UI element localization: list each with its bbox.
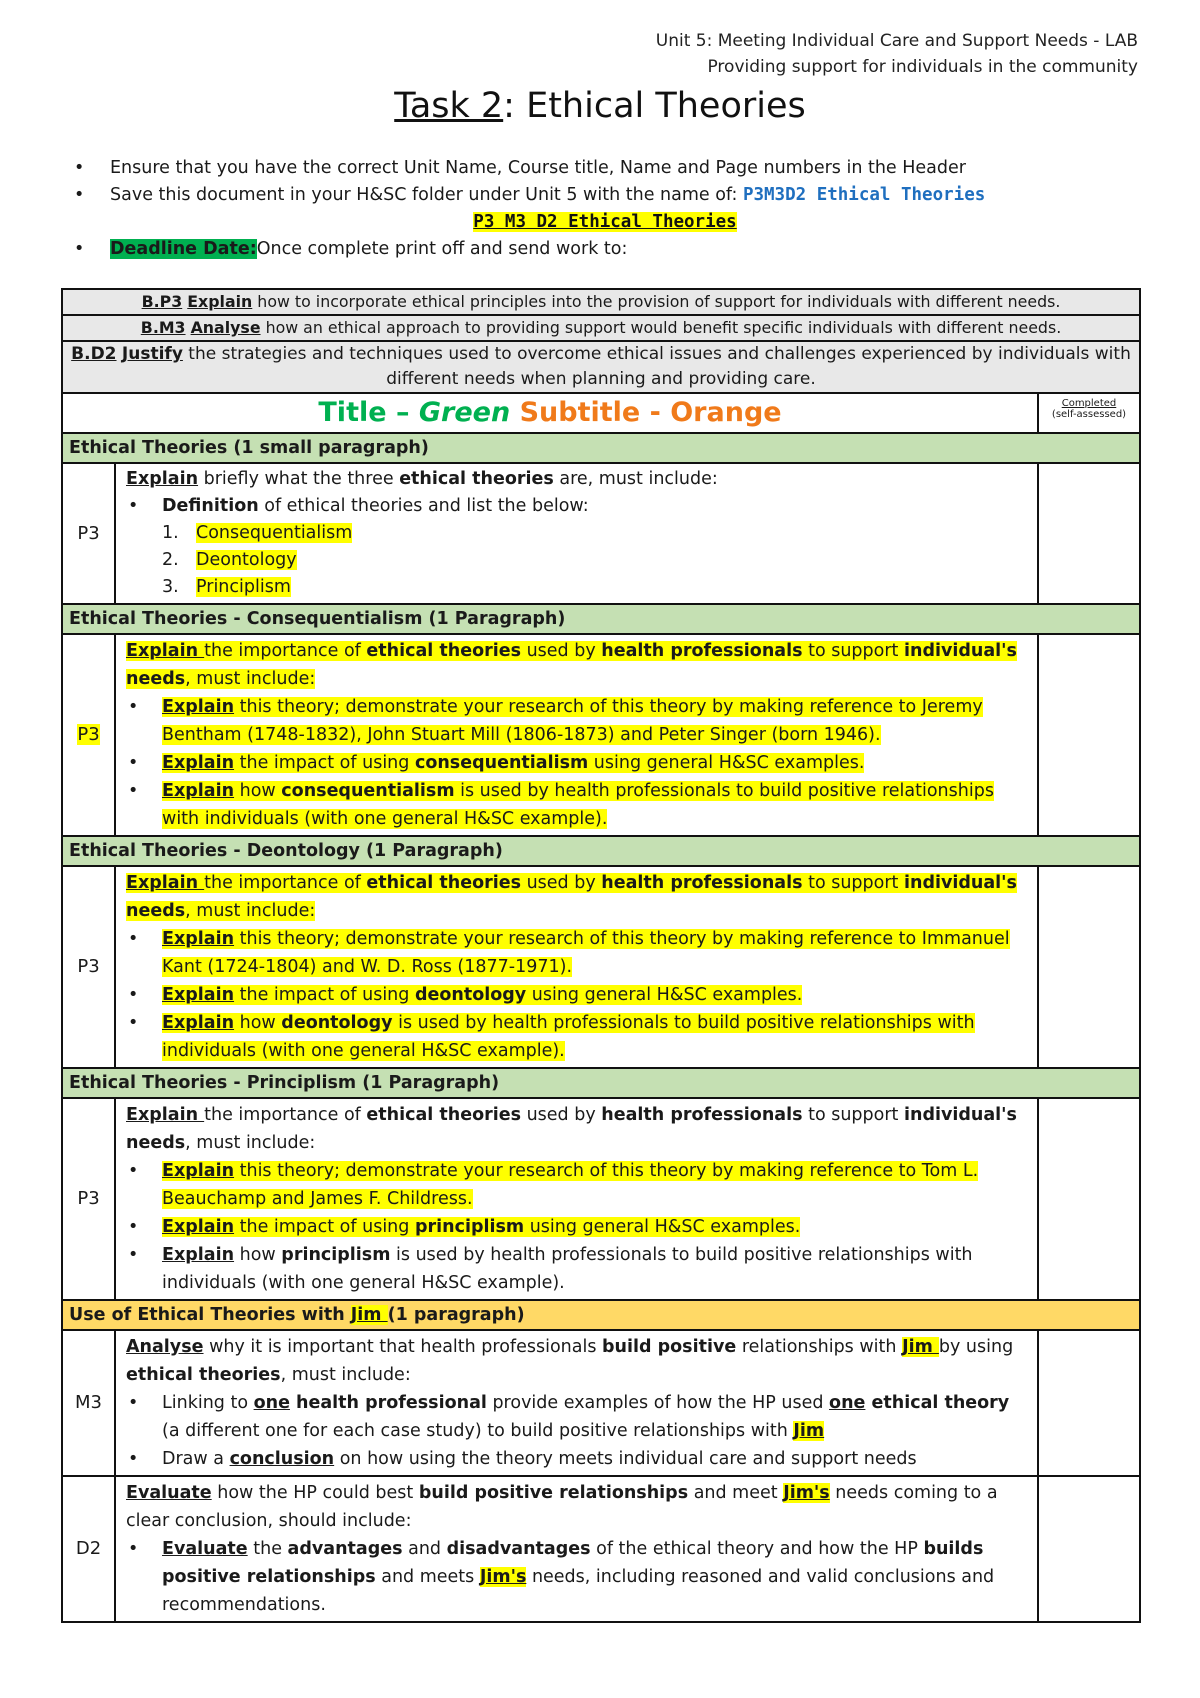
self-assess-cell[interactable] bbox=[1038, 866, 1140, 1068]
criteria-p3-row: B.P3 Explain how to incorporate ethical principles into the provision of support for individuals with different needs. bbox=[62, 289, 1140, 315]
instruction-save: • Save this document in your H&SC folder under Unit 5 with the name of: P3M3D2 Ethical Theories bbox=[74, 185, 986, 205]
criterion-label: P3 bbox=[62, 1098, 115, 1300]
self-assess-cell[interactable] bbox=[1038, 1098, 1140, 1300]
criteria-table bbox=[61, 288, 1141, 1623]
section-row: P3 Explain the importance of ethical theories used by health professionals to support individual's needs, must include: • Explain this theory; demonstrate your research of this theory by making reference to Jeremy Bentham (1748-1832), John Stuart Mill (1806-1873) and Peter Singer (born 1946). • Explain the impact of using consequentialism using general H&SC examples. • Explain how consequentialism is used by health professionals to build positive relationships with individuals (with one general H&SC example). bbox=[62, 634, 1140, 836]
section-row: P3 Explain the importance of ethical theories used by health professionals to support individual's needs, must include: • Explain this theory; demonstrate your research of this theory by making reference to Tom L. Beauchamp and James F. Childress. • Explain the impact of using principlism using general H&SC examples. • Explain how principlism is used by health professionals to build positive relationships with individuals (with one general H&SC example). bbox=[62, 1098, 1140, 1300]
section-heading: Ethical Theories (1 small paragraph) bbox=[62, 433, 1140, 463]
self-assess-cell[interactable] bbox=[1038, 463, 1140, 604]
page-title: Task 2: Ethical Theories bbox=[394, 86, 806, 126]
section-heading: Use of Ethical Theories with Jim (1 paragraph) bbox=[62, 1300, 1140, 1330]
section-heading: Ethical Theories - Consequentialism (1 Paragraph) bbox=[62, 604, 1140, 634]
criterion-label: P3 bbox=[62, 634, 115, 836]
page-header bbox=[656, 28, 1138, 80]
instructions bbox=[70, 155, 1140, 263]
instruction-deadline: • Deadline Date:Once complete print off and send work to: bbox=[74, 239, 628, 259]
file-heading: P3 M3 D2 Ethical Theories bbox=[473, 212, 737, 232]
section-heading: Ethical Theories - Principlism (1 Paragraph) bbox=[62, 1068, 1140, 1098]
file-name: P3M3D2 Ethical Theories bbox=[742, 185, 986, 205]
section-row: P3 Explain briefly what the three ethical theories are, must include: • Definition of ethical theories and list the below: 1. Consequentialism 2. Deontology 3. Principlism bbox=[62, 463, 1140, 604]
criteria-m3-row: B.M3 Analyse how an ethical approach to providing support would benefit specific individuals with different needs. bbox=[62, 315, 1140, 341]
section-row-d2: D2 Evaluate how the HP could best build positive relationships and meet Jim's needs coming to a clear conclusion, should include: • Evaluate the advantages and disadvantages of the ethical theory and how the HP builds positive relationships and meets Jim's needs, including reasoned and valid conclusions and recommendations. bbox=[62, 1476, 1140, 1622]
send-instruction: Once complete print off and send work to: bbox=[256, 239, 628, 259]
criterion-label: M3 bbox=[62, 1330, 115, 1476]
section-row-m3: M3 Analyse why it is important that health professionals build positive relationships with Jim by using ethical theories, must include: • Linking to one health professional provide examples of how the HP used one ethical theory (a different one for each case study) to build positive relationships with Jim • Draw a conclusion on how using the theory meets individual care and support needs bbox=[62, 1330, 1140, 1476]
self-assess-cell[interactable] bbox=[1038, 1476, 1140, 1622]
section-row: P3 Explain the importance of ethical theories used by health professionals to support individual's needs, must include: • Explain this theory; demonstrate your research of this theory by making reference to Immanuel Kant (1724-1804) and W. D. Ross (1877-1971). • Explain the impact of using deontology using general H&SC examples. • Explain how deontology is used by health professionals to build positive relationships with individuals (with one general H&SC example). bbox=[62, 866, 1140, 1068]
criteria-d2-row: B.D2 Justify the strategies and techniques used to overcome ethical issues and challenges experienced by individuals with different needs when planning and providing care. bbox=[62, 341, 1140, 393]
title-row: Title – Green Subtitle - Orange Completed (self-assessed) bbox=[62, 393, 1140, 433]
header-subtitle: Providing support for individuals in the community bbox=[707, 57, 1138, 77]
deadline-label: Deadline Date: bbox=[110, 239, 257, 259]
criterion-label: P3 bbox=[62, 866, 115, 1068]
self-assess-cell[interactable] bbox=[1038, 1330, 1140, 1476]
criterion-label: P3 bbox=[62, 463, 115, 604]
criterion-label: D2 bbox=[62, 1476, 115, 1622]
header-unit: Unit 5: Meeting Individual Care and Support Needs - LAB bbox=[655, 31, 1138, 51]
section-heading: Ethical Theories - Deontology (1 Paragraph) bbox=[62, 836, 1140, 866]
instruction-header: • Ensure that you have the correct Unit Name, Course title, Name and Page numbers in the Header bbox=[74, 158, 966, 178]
completed-column-header: Completed (self-assessed) bbox=[1038, 393, 1140, 433]
self-assess-cell[interactable] bbox=[1038, 634, 1140, 836]
